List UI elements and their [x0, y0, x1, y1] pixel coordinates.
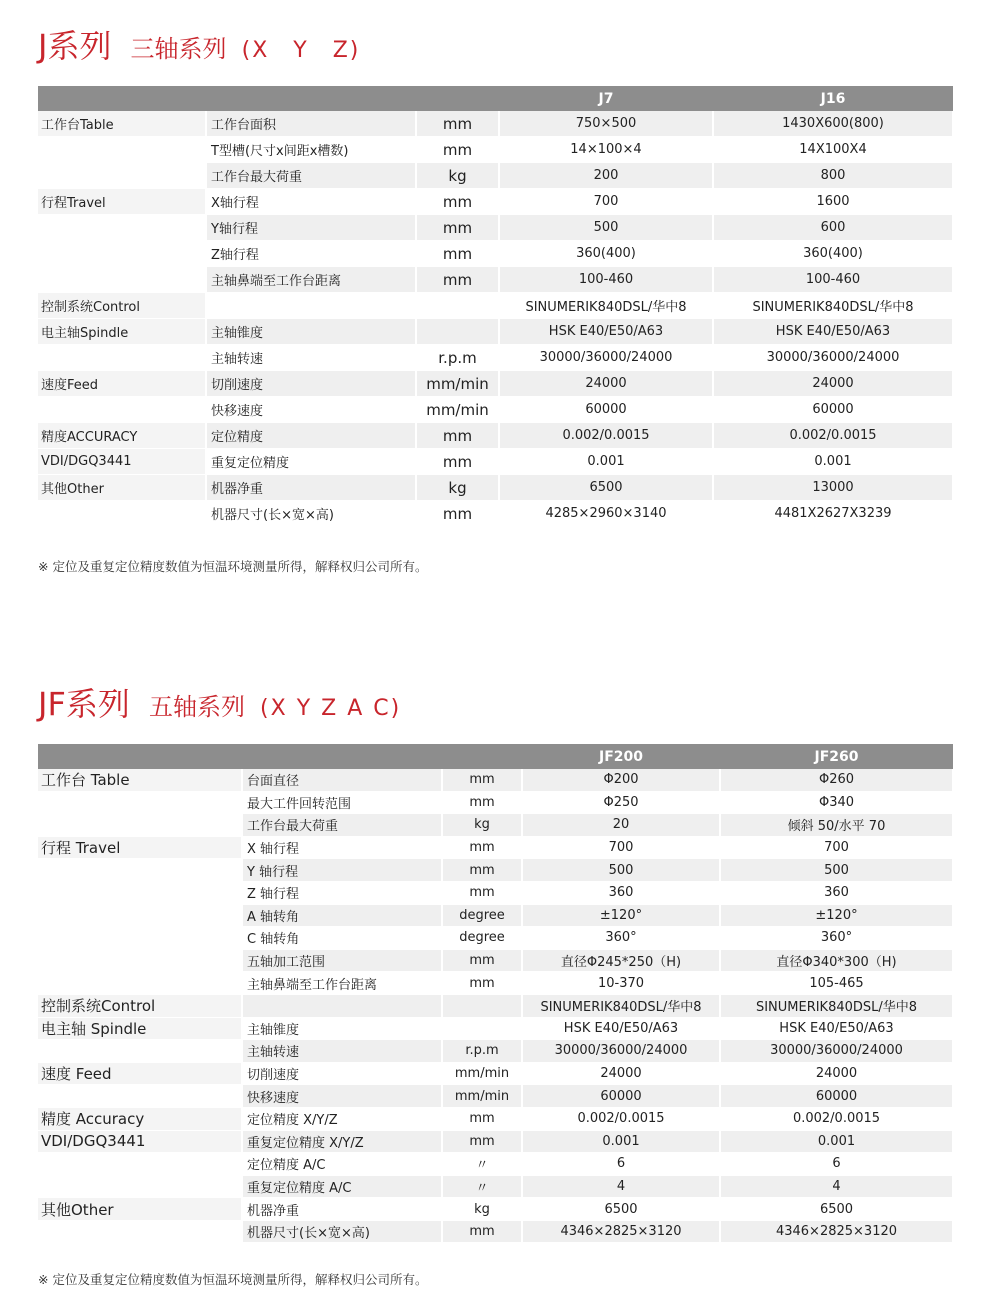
spec-value-2: 360° — [720, 927, 953, 950]
j-series-title-main: J系列 — [38, 27, 112, 65]
header-category — [38, 86, 206, 111]
spec-value-2: 0.002/0.0015 — [713, 423, 953, 449]
table-row — [38, 319, 953, 345]
table-row — [38, 267, 953, 293]
spec-item: 机器尺寸(长×宽×高) — [206, 501, 416, 527]
header-model-jf200: JF200 — [522, 744, 720, 769]
header-model-j7: J7 — [499, 86, 713, 111]
spec-unit: mm — [442, 769, 522, 791]
jf-series-table-body — [38, 769, 953, 1243]
spec-unit: kg — [416, 163, 499, 189]
spec-item: 主轴鼻端至工作台距离 — [242, 972, 442, 995]
spec-value-1: 30000/36000/24000 — [522, 1040, 720, 1063]
spec-item: 主轴鼻端至工作台距离 — [206, 267, 416, 293]
spec-value-2: 6500 — [720, 1198, 953, 1221]
spec-category — [38, 1153, 242, 1176]
spec-category — [38, 972, 242, 995]
spec-value-2: HSK E40/E50/A63 — [720, 1017, 953, 1040]
spec-value-1: 30000/36000/24000 — [499, 345, 713, 371]
table-row — [38, 881, 953, 904]
j-series-header-row — [38, 86, 953, 111]
spec-item: 台面直径 — [242, 769, 442, 791]
spec-category: VDI/DGQ3441 — [38, 449, 206, 475]
spec-unit: mm/min — [442, 1085, 522, 1108]
spec-value-1: SINUMERIK840DSL/华中8 — [522, 994, 720, 1017]
spec-value-1: 100-460 — [499, 267, 713, 293]
spec-value-2: 1600 — [713, 189, 953, 215]
table-row — [38, 1130, 953, 1153]
spec-item: T型槽(尺寸x间距x槽数) — [206, 137, 416, 163]
table-row — [38, 927, 953, 950]
header-unit — [442, 744, 522, 769]
spec-item: 重复定位精度 A/C — [242, 1175, 442, 1198]
spec-value-1: SINUMERIK840DSL/华中8 — [499, 293, 713, 319]
header-item — [242, 744, 442, 769]
table-row — [38, 371, 953, 397]
spec-item: Z轴行程 — [206, 241, 416, 267]
table-row — [38, 1220, 953, 1243]
spec-item: 重复定位精度 X/Y/Z — [242, 1130, 442, 1153]
spec-category — [38, 267, 206, 293]
spec-item: 主轴锥度 — [206, 319, 416, 345]
spec-value-2: 30000/36000/24000 — [720, 1040, 953, 1063]
table-row — [38, 1153, 953, 1176]
spec-value-2: 600 — [713, 215, 953, 241]
table-row — [38, 475, 953, 501]
spec-value-1: 10-370 — [522, 972, 720, 995]
spec-value-1: 6500 — [522, 1198, 720, 1221]
spec-item: 主轴转速 — [206, 345, 416, 371]
spec-value-2: 1430X600(800) — [713, 111, 953, 137]
spec-category: 精度ACCURACY — [38, 423, 206, 449]
spec-category: 速度Feed — [38, 371, 206, 397]
spec-category — [38, 241, 206, 267]
spec-value-1: 6500 — [499, 475, 713, 501]
spec-category — [38, 814, 242, 837]
spec-item: 切削速度 — [242, 1062, 442, 1085]
spec-value-1: 24000 — [522, 1062, 720, 1085]
spec-value-1: 20 — [522, 814, 720, 837]
spec-item: Y轴行程 — [206, 215, 416, 241]
spec-value-2: ±120° — [720, 904, 953, 927]
header-item — [206, 86, 416, 111]
table-row — [38, 972, 953, 995]
spec-category: VDI/DGQ3441 — [38, 1130, 242, 1153]
header-model-jf260: JF260 — [720, 744, 953, 769]
spec-unit: kg — [416, 475, 499, 501]
spec-unit: mm — [416, 501, 499, 527]
spec-value-2: Φ260 — [720, 769, 953, 791]
table-row — [38, 111, 953, 137]
spec-value-2: SINUMERIK840DSL/华中8 — [713, 293, 953, 319]
spec-value-2: 直径Φ340*300（H) — [720, 949, 953, 972]
j-series-title-axes: (X Y Z) — [241, 38, 361, 63]
spec-category — [38, 859, 242, 882]
spec-value-1: ±120° — [522, 904, 720, 927]
spec-item: Y 轴行程 — [242, 859, 442, 882]
spec-category — [38, 1175, 242, 1198]
table-row — [38, 137, 953, 163]
spec-item: 定位精度 — [206, 423, 416, 449]
spec-unit: mm — [416, 189, 499, 215]
spec-item: 机器尺寸(长×宽×高) — [242, 1220, 442, 1243]
table-row — [38, 859, 953, 882]
spec-value-1: 700 — [499, 189, 713, 215]
spec-value-2: SINUMERIK840DSL/华中8 — [720, 994, 953, 1017]
spec-unit: mm — [416, 241, 499, 267]
spec-category: 行程Travel — [38, 189, 206, 215]
jf-series-footnote: ※ 定位及重复定位精度数值为恒温环境测量所得，解释权归公司所有。 — [38, 1272, 428, 1287]
spec-category: 其他Other — [38, 1198, 242, 1221]
spec-category — [38, 1220, 242, 1243]
table-row — [38, 949, 953, 972]
spec-category — [38, 163, 206, 189]
spec-unit: mm — [442, 949, 522, 972]
j-series-table-body — [38, 111, 953, 527]
spec-category — [38, 881, 242, 904]
spec-item: Z 轴行程 — [242, 881, 442, 904]
spec-unit: 〃 — [442, 1175, 522, 1198]
spec-category: 其他Other — [38, 475, 206, 501]
spec-category — [38, 215, 206, 241]
spec-value-1: 4346×2825×3120 — [522, 1220, 720, 1243]
j-series-title — [38, 27, 361, 65]
table-row — [38, 397, 953, 423]
spec-unit: 〃 — [442, 1153, 522, 1176]
spec-value-2: 24000 — [720, 1062, 953, 1085]
table-row — [38, 769, 953, 791]
spec-value-1: 750×500 — [499, 111, 713, 137]
spec-value-2: 4 — [720, 1175, 953, 1198]
table-row — [38, 814, 953, 837]
spec-value-1: 14×100×4 — [499, 137, 713, 163]
spec-value-2: HSK E40/E50/A63 — [713, 319, 953, 345]
spec-unit: mm/min — [416, 371, 499, 397]
spec-value-2: 13000 — [713, 475, 953, 501]
spec-category: 控制系统Control — [38, 293, 206, 319]
table-row — [38, 1198, 953, 1221]
spec-item: 机器净重 — [242, 1198, 442, 1221]
spec-value-1: HSK E40/E50/A63 — [499, 319, 713, 345]
spec-value-1: 60000 — [522, 1085, 720, 1108]
spec-unit: mm — [416, 267, 499, 293]
table-row — [38, 293, 953, 319]
spec-category: 电主轴 Spindle — [38, 1017, 242, 1040]
spec-value-1: 0.002/0.0015 — [499, 423, 713, 449]
spec-unit: mm — [416, 449, 499, 475]
spec-value-2: 60000 — [713, 397, 953, 423]
spec-unit: mm — [416, 137, 499, 163]
table-row — [38, 1085, 953, 1108]
spec-value-1: 60000 — [499, 397, 713, 423]
spec-item: 工作台面积 — [206, 111, 416, 137]
spec-unit: mm — [416, 111, 499, 137]
spec-unit: degree — [442, 904, 522, 927]
spec-category — [38, 137, 206, 163]
spec-category: 精度 Accuracy — [38, 1107, 242, 1130]
spec-item: C 轴转角 — [242, 927, 442, 950]
spec-item: X 轴行程 — [242, 836, 442, 859]
spec-unit: mm — [416, 215, 499, 241]
table-row — [38, 1062, 953, 1085]
spec-value-2: 14X100X4 — [713, 137, 953, 163]
spec-item: 快移速度 — [206, 397, 416, 423]
table-row — [38, 904, 953, 927]
spec-category — [38, 1085, 242, 1108]
spec-value-2: 60000 — [720, 1085, 953, 1108]
spec-unit: mm — [442, 881, 522, 904]
spec-value-2: 4346×2825×3120 — [720, 1220, 953, 1243]
spec-unit: mm — [442, 791, 522, 814]
spec-value-1: 360(400) — [499, 241, 713, 267]
spec-value-1: 直径Φ245*250（H) — [522, 949, 720, 972]
j-series-spec-table — [38, 86, 954, 527]
spec-unit: mm — [442, 859, 522, 882]
jf-series-title — [38, 685, 402, 723]
spec-value-1: 360° — [522, 927, 720, 950]
spec-value-1: HSK E40/E50/A63 — [522, 1017, 720, 1040]
j-series-footnote: ※ 定位及重复定位精度数值为恒温环境测量所得，解释权归公司所有。 — [38, 559, 428, 574]
spec-item — [206, 293, 416, 319]
spec-unit — [442, 994, 522, 1017]
jf-series-title-sub: 五轴系列 — [148, 693, 245, 721]
jf-series-title-main: JF系列 — [38, 685, 130, 723]
table-row — [38, 423, 953, 449]
spec-unit: kg — [442, 1198, 522, 1221]
spec-unit: r.p.m — [442, 1040, 522, 1063]
spec-unit: degree — [442, 927, 522, 950]
spec-value-1: 6 — [522, 1153, 720, 1176]
table-row — [38, 449, 953, 475]
table-row — [38, 189, 953, 215]
spec-value-2: 700 — [720, 836, 953, 859]
spec-value-2: 360 — [720, 881, 953, 904]
spec-category — [38, 927, 242, 950]
spec-category: 工作台 Table — [38, 769, 242, 791]
spec-category: 电主轴Spindle — [38, 319, 206, 345]
spec-item: X轴行程 — [206, 189, 416, 215]
spec-value-2: 6 — [720, 1153, 953, 1176]
table-row — [38, 241, 953, 267]
spec-value-2: 0.001 — [720, 1130, 953, 1153]
table-row — [38, 345, 953, 371]
table-row — [38, 791, 953, 814]
spec-category — [38, 345, 206, 371]
spec-value-2: 500 — [720, 859, 953, 882]
jf-series-header-row — [38, 744, 953, 769]
spec-value-2: 360(400) — [713, 241, 953, 267]
spec-value-1: 4285×2960×3140 — [499, 501, 713, 527]
spec-value-1: Φ200 — [522, 769, 720, 791]
table-row — [38, 1040, 953, 1063]
table-row — [38, 1107, 953, 1130]
spec-value-1: 700 — [522, 836, 720, 859]
spec-value-2: 30000/36000/24000 — [713, 345, 953, 371]
spec-item: 切削速度 — [206, 371, 416, 397]
spec-unit: mm/min — [416, 397, 499, 423]
spec-value-1: 200 — [499, 163, 713, 189]
spec-item: 主轴锥度 — [242, 1017, 442, 1040]
header-model-j16: J16 — [713, 86, 953, 111]
spec-value-2: 0.001 — [713, 449, 953, 475]
spec-value-1: 0.001 — [499, 449, 713, 475]
table-row — [38, 994, 953, 1017]
spec-item — [242, 994, 442, 1017]
spec-item: A 轴转角 — [242, 904, 442, 927]
spec-value-1: 500 — [522, 859, 720, 882]
spec-item: 工作台最大荷重 — [206, 163, 416, 189]
spec-category — [38, 501, 206, 527]
spec-value-2: 倾斜 50/水平 70 — [720, 814, 953, 837]
table-row — [38, 163, 953, 189]
jf-series-title-axes: (X Y Z A C) — [260, 696, 402, 721]
spec-item: 最大工件回转范围 — [242, 791, 442, 814]
spec-category: 工作台Table — [38, 111, 206, 137]
spec-value-1: 0.002/0.0015 — [522, 1107, 720, 1130]
spec-value-1: Φ250 — [522, 791, 720, 814]
jf-series-spec-table — [38, 744, 954, 1243]
table-row — [38, 501, 953, 527]
spec-value-2: 800 — [713, 163, 953, 189]
spec-item: 重复定位精度 — [206, 449, 416, 475]
spec-value-2: Φ340 — [720, 791, 953, 814]
spec-value-2: 0.002/0.0015 — [720, 1107, 953, 1130]
spec-item: 快移速度 — [242, 1085, 442, 1108]
spec-category — [38, 397, 206, 423]
spec-value-2: 100-460 — [713, 267, 953, 293]
spec-value-2: 4481X2627X3239 — [713, 501, 953, 527]
spec-category — [38, 904, 242, 927]
spec-unit: mm/min — [442, 1062, 522, 1085]
spec-value-2: 24000 — [713, 371, 953, 397]
spec-category — [38, 949, 242, 972]
header-unit — [416, 86, 499, 111]
spec-item: 五轴加工范围 — [242, 949, 442, 972]
spec-value-2: 105-465 — [720, 972, 953, 995]
spec-unit: r.p.m — [416, 345, 499, 371]
spec-value-1: 24000 — [499, 371, 713, 397]
spec-value-1: 360 — [522, 881, 720, 904]
spec-item: 定位精度 X/Y/Z — [242, 1107, 442, 1130]
spec-item: 定位精度 A/C — [242, 1153, 442, 1176]
spec-unit: mm — [442, 1107, 522, 1130]
spec-value-1: 4 — [522, 1175, 720, 1198]
spec-category — [38, 791, 242, 814]
header-category — [38, 744, 242, 769]
spec-item: 主轴转速 — [242, 1040, 442, 1063]
spec-unit: mm — [442, 1220, 522, 1243]
spec-value-1: 500 — [499, 215, 713, 241]
spec-category: 速度 Feed — [38, 1062, 242, 1085]
table-row — [38, 215, 953, 241]
spec-unit: mm — [442, 1130, 522, 1153]
spec-category — [38, 1040, 242, 1063]
table-row — [38, 1175, 953, 1198]
table-row — [38, 836, 953, 859]
spec-category: 行程 Travel — [38, 836, 242, 859]
j-series-title-sub: 三轴系列 — [130, 35, 227, 63]
spec-item: 机器净重 — [206, 475, 416, 501]
table-row — [38, 1017, 953, 1040]
spec-unit: mm — [442, 836, 522, 859]
spec-unit: kg — [442, 814, 522, 837]
spec-value-1: 0.001 — [522, 1130, 720, 1153]
spec-unit — [416, 293, 499, 319]
spec-category: 控制系统Control — [38, 994, 242, 1017]
spec-unit — [442, 1017, 522, 1040]
spec-unit: mm — [416, 423, 499, 449]
spec-unit: mm — [442, 972, 522, 995]
spec-item: 工作台最大荷重 — [242, 814, 442, 837]
spec-unit — [416, 319, 499, 345]
